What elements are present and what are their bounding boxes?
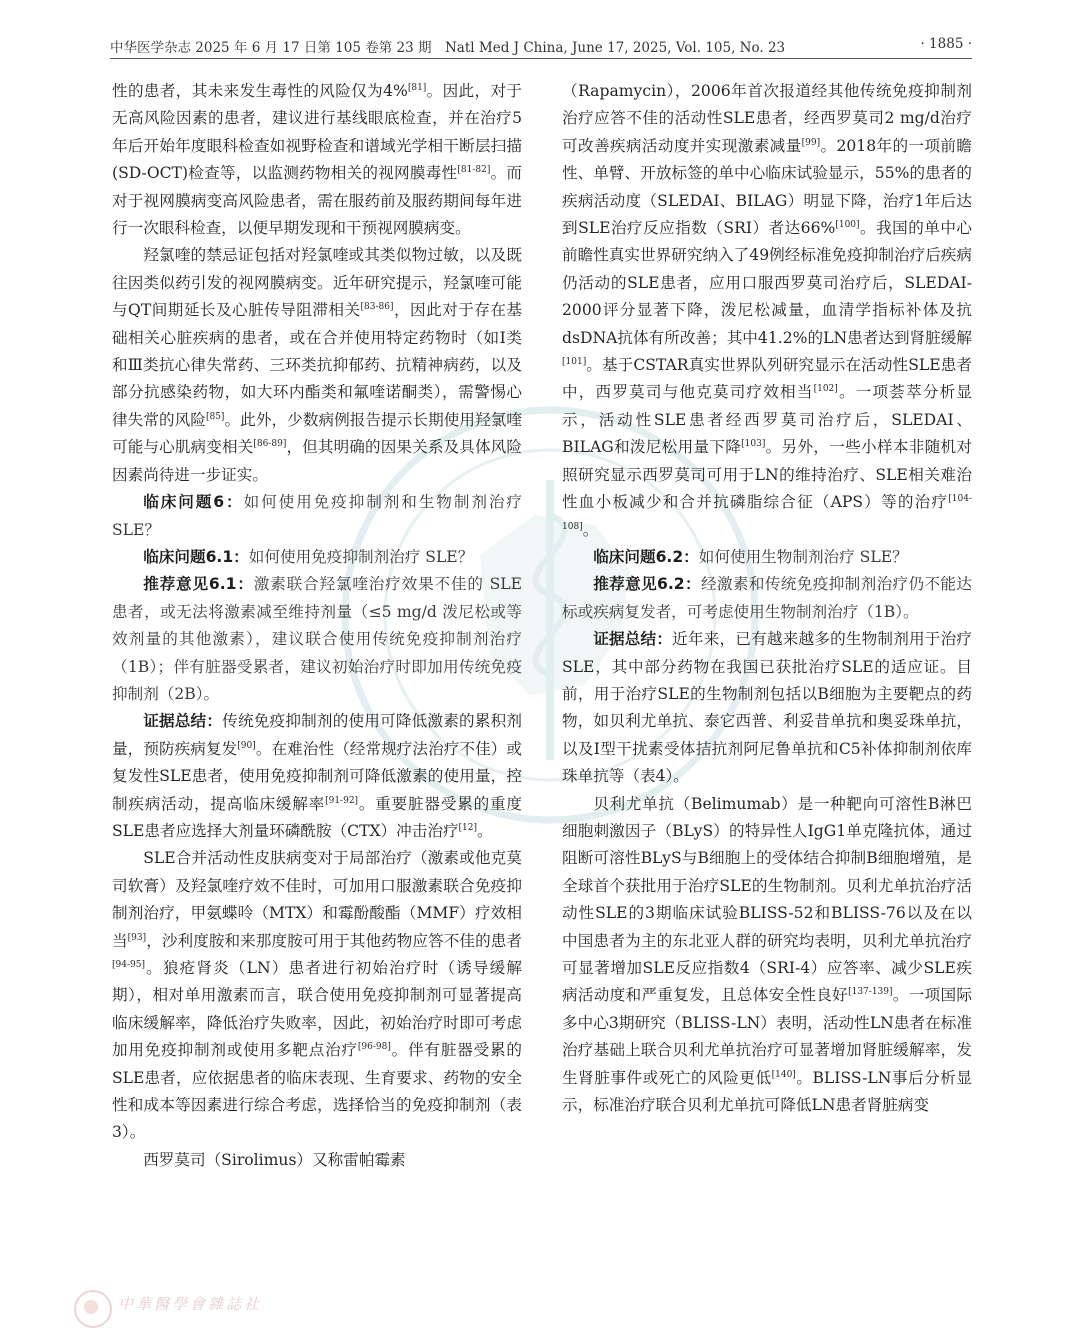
text-run: 。2018年的一项前瞻性、单臂、开放标签的单中心临床试验显示，55%的患者的疾病活动度（SLEDAI、BILAG）明显下降，治疗1年后达到SLE治疗反应指数（SRI）者达66%	[562, 136, 972, 238]
citation-ref: [137-139]	[848, 987, 893, 998]
publisher-brand: 中華醫學會雜誌社	[118, 1295, 263, 1313]
citation-ref: [81-82]	[457, 165, 491, 176]
recommendation-6-1	[112, 571, 522, 708]
text-run: 。因此，对于无高风险因素的患者，建议进行基线眼底检查，并在治疗5年后开始年度眼科检查如视野检查和谱域光学相干断层扫描(SD-OCT)检查等，以监测药物相关的视网膜毒性	[112, 82, 522, 183]
citation-ref: [81]	[407, 82, 427, 93]
text-run: 如何使用生物制剂治疗 SLE？	[698, 547, 908, 566]
text-run: 近年来，已有越来越多的生物制剂用于治疗SLE，其中部分药物在我国已获批治疗SLE的适应证。目前，用于治疗SLE的生物制剂包括以B细胞为主要靶点的药物，如贝利尤单抗、泰它西普、利妥昔单抗和奥妥珠单抗，以及Ⅰ型干扰素受体拮抗剂阿尼鲁单抗和C5补体抑制剂依库珠单抗等（表4）。	[562, 630, 972, 786]
section-label: 证据总结：	[143, 712, 223, 731]
paragraph	[112, 78, 522, 242]
citation-ref: [100]	[835, 219, 860, 230]
citation-ref: [102]	[813, 384, 838, 395]
text-run: 。此外，少数病例报告提示长期使用羟氯喹可能与心肌病变相关	[112, 410, 522, 457]
text-run: 传统免疫抑制剂的使用可降低激素的累积剂量，预防疾病复发	[112, 712, 522, 758]
paragraph	[112, 1147, 522, 1174]
paragraph	[112, 242, 522, 489]
citation-ref: [94-95]	[112, 959, 145, 970]
evidence-summary	[112, 708, 522, 845]
clinical-question-6-2	[562, 544, 972, 571]
section-label: 临床问题6.2：	[593, 547, 699, 566]
recommendation-6-2	[562, 571, 972, 626]
citation-ref: [90]	[237, 740, 256, 751]
text-run: 。基于CSTAR真实世界队列研究显示在活动性SLE患者中，西罗莫司与他克莫司疗效相当	[562, 356, 972, 402]
text-run: 经激素和传统免疫抑制剂治疗仍不能达标或疾病复发者，可考虑使用生物制剂治疗（1B）。	[562, 575, 972, 621]
page-number: · 1885 ·	[920, 36, 972, 52]
text-run: 。而对于视网膜病变高风险患者，需在服药前及服药期间每年进行一次眼科检查，以便早期发现和干预视网膜病变。	[112, 164, 522, 238]
text-run: 。另外，一些小样本非随机对照研究显示西罗莫司可用于LN的维持治疗、SLE相关难治性血小板减少和合并抗磷脂综合征（APS）等的治疗	[562, 438, 972, 512]
text-run: 。狼疮肾炎（LN）患者进行初始治疗时（诱导缓解期），相对单用激素而言，联合使用免疫抑制剂可显著提高临床缓解率，降低治疗失败率，因此，初始治疗时即可考虑加用免疫抑制剂或使用多靶点治疗	[112, 959, 522, 1060]
citation-ref: [91-92]	[325, 795, 359, 806]
citation-ref: [104-108]	[562, 493, 972, 532]
text-run: 性的患者，其未来发生毒性的风险仅为4%	[112, 82, 408, 100]
text-run: 。	[582, 520, 599, 539]
citation-ref: [85]	[205, 411, 225, 422]
citation-ref: [96-98]	[357, 1042, 391, 1053]
section-label: 推荐意见6.2：	[593, 575, 701, 594]
running-header	[110, 34, 972, 56]
text-run: （Rapamycin），2006年首次报道经其他传统免疫抑制剂治疗应答不佳的活动性SLE患者，经西罗莫司2 mg/d治疗可改善疾病活动度并实现激素减量	[562, 82, 972, 155]
right-column	[562, 78, 972, 1119]
section-label: 临床问题6：	[143, 493, 244, 512]
text-run: 激素联合羟氯喹治疗效果不佳的 SLE 患者，或无法将激素减至维持剂量（≤5 mg/d 泼尼松或等效剂量的其他激素），建议联合使用传统免疫抑制剂治疗（1B）；伴有脏器受累者，建议初始治疗时即加用传统免疫抑制剂（2B）。	[112, 575, 522, 703]
text-run: ，沙利度胺和来那度胺可用于其他药物应答不佳的患者	[146, 931, 522, 950]
text-run: 。一项荟萃分析显示，活动性SLE患者经西罗莫司治疗后，SLEDAI、BILAG和泼尼松用量下降	[562, 383, 972, 457]
clinical-question-6-1	[112, 544, 522, 571]
text-run: 如何使用免疫抑制剂和生物制剂治疗 SLE？	[112, 493, 522, 539]
text-run: SLE合并活动性皮肤病变对于局部治疗（激素或他克莫司软膏）及羟氯喹疗效不佳时，可加用口服激素联合免疫抑制剂治疗，甲氨蝶呤（MTX）和霉酚酸酯（MMF）疗效相当	[112, 849, 522, 950]
citation-ref: [83-86]	[360, 302, 394, 313]
text-run: 西罗莫司（Sirolimus）又称雷帕霉素	[143, 1150, 406, 1169]
publisher-logo	[74, 1290, 374, 1326]
paragraph	[562, 78, 972, 544]
text-run: ，因此对于存在基础相关心脏疾病的患者，或在合并使用特定药物时（如Ⅰ类和Ⅲ类抗心律失常药、三环类抗抑郁药、抗精神病药，以及部分抗感染药物，如大环内酯类和氟喹诺酮类），需警惕心律失常的风险	[112, 301, 522, 429]
citation-ref: [101]	[562, 356, 587, 367]
citation-ref: [99]	[801, 137, 821, 148]
citation-ref: [86-89]	[253, 439, 287, 450]
text-run: 贝利尤单抗（Belimumab）是一种靶向可溶性B淋巴细胞刺激因子（BLyS）的特异性人IgG1单克隆抗体，通过阻断可溶性BLyS与B细胞上的受体结合抑制B细胞增殖，是全球首个获批用于治疗SLE的生物制剂。贝利尤单抗治疗活动性SLE的3期临床试验BLISS-52和BLISS-76以及在以中国患者为主的东北亚人群的研究均表明，贝利尤单抗治疗可显著增加SLE反应指数4（SRI-4）应答率、减少SLE疾病活动度和严重复发，且总体安全性良好	[562, 794, 972, 1005]
evidence-summary	[562, 626, 972, 790]
text-run: 。伴有脏器受累的SLE患者，应依据患者的临床表现、生育要求、药物的安全性和成本等因素进行综合考虑，选择恰当的免疫抑制剂（表3）。	[112, 1041, 522, 1142]
section-label: 临床问题6.1：	[143, 547, 249, 566]
journal-citation: 中华医学杂志 2025 年 6 月 17 日第 105 卷第 23 期 Natl Med J China, June 17, 2025, Vol. 105, No. 23	[110, 40, 786, 56]
text-run: 。一项国际多中心3期研究（BLISS-LN）表明，活动性LN患者在标准治疗基础上联合贝利尤单抗治疗可显著增加肾脏缓解率，发生肾脏事件或死亡的风险更低	[562, 986, 972, 1087]
clinical-question-6	[112, 489, 522, 544]
text-run: 如何使用免疫抑制剂治疗 SLE？	[248, 547, 474, 566]
text-run: 。	[477, 821, 493, 840]
citation-ref: [103]	[741, 439, 766, 450]
text-run: ，但其明确的因果关系及具体风险因素尚待进一步证实。	[112, 438, 522, 484]
citation-ref: [93]	[127, 932, 147, 943]
section-label: 证据总结：	[593, 630, 673, 649]
header-rule	[110, 58, 972, 59]
citation-ref: [140]	[771, 1069, 796, 1080]
publisher-seal-icon	[74, 1290, 112, 1328]
text-run: 。重要脏器受累的重度SLE患者应选择大剂量环磷酰胺（CTX）冲击治疗	[112, 794, 522, 840]
paragraph	[562, 791, 972, 1120]
section-label: 推荐意见6.1：	[143, 575, 254, 594]
text-run: 。在难治性（经常规疗法治疗不佳）或复发性SLE患者，使用免疫抑制剂可降低激素的使用量，控制疾病活动，提高临床缓解率	[112, 739, 522, 813]
citation-ref: [12]	[458, 822, 478, 833]
paragraph	[112, 845, 522, 1146]
left-column	[112, 78, 522, 1174]
text-run: 。BLISS-LN事后分析显示，标准治疗联合贝利尤单抗可降低LN患者肾脏病变	[562, 1068, 972, 1115]
text-run: 。我国的单中心前瞻性真实世界研究纳入了49例经标准免疫抑制治疗后疾病仍活动的SLE患者，应用口服西罗莫司治疗后，SLEDAI-2000评分显著下降，泼尼松减量，血清学指标补体及抗dsDNA抗体有所改善；其中41.2%的LN患者达到肾脏缓解	[562, 219, 972, 347]
text-run: 羟氯喹的禁忌证包括对羟氯喹或其类似物过敏，以及既往因类似药引发的视网膜病变。近年研究提示，羟氯喹可能与QT间期延长及心脏传导阻滞相关	[112, 246, 522, 320]
